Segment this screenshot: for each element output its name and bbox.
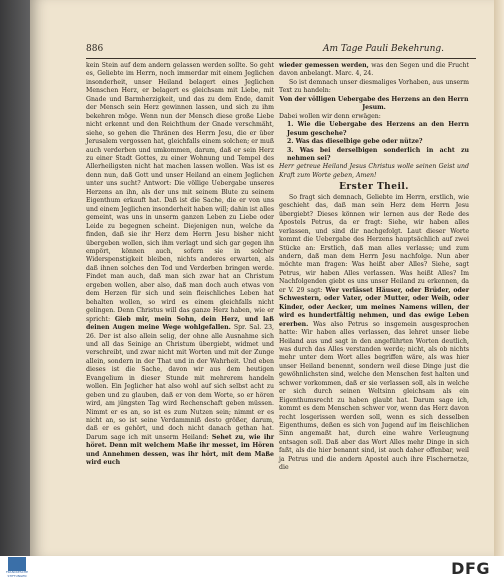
right-text-1: So fragt sich demnach, Geliebte im Herrn, erstlich, wie geschieht das, daß man sein Herz dem Herrn Jesu übergiebt? Dieses können wir lernen aus der Rede des Apostels Petrus, da er fragt: Siehe, wir haben alles verlassen, und sind dir nachgefolgt. Laut dieser Worte kommt die Uebergabe des Herzens hauptsächlich auf zwei Stücke an: Erstlich, daß man alles verlasse; und zum andern, daß man dem Herrn Jesu nachfolge. Nun aber möchte man fragen: Was heißt aber Alles? Siehe, sagt Petrus, wir haben Alles verlassen. Was heißt Alles? Im Nachfolgenden giebt es uns unser Heiland zu erkennen, da er V. 29 sagt: [279, 193, 469, 294]
left-paragraph [86, 62, 274, 468]
page-edge [494, 0, 504, 556]
logo-mark [8, 557, 26, 571]
left-column [86, 62, 274, 468]
prayer: Herr getreue Heiland Jesus Christus wolle seinen Geist und Kraft zum Worte geben, Amen! [279, 163, 469, 179]
scripture-ref: Spr. Sal. 23, 26. [86, 324, 275, 340]
dfg-logo: DFG [451, 559, 490, 578]
right-column [279, 62, 469, 473]
point-item: 2. Was das dieselbige gebe oder nütze? [287, 138, 423, 146]
scripture-quote: Wer verlässet Häuser, oder Brüder, oder Schwestern, oder Vater, oder Mutter, oder Weib, oder Kinder, oder Aecker, um meines Namens willen, der wird es hundertfältig nehmen, und das ewige Leben ererben. [279, 286, 469, 328]
scripture-quote: Sehet zu, wie ihr höret. Denn mit welchem Maße ihr messet, im Hören und Annehmen dessen, was ihr hört, mit dem Maße wird euch [86, 433, 274, 467]
franckesche-stiftungen-logo [4, 556, 30, 582]
left-text-2: Der ist also allein selig, der ohne alle Ausnahme sich und all das Seinige an Christum übergiebt, widmet und verschreibt, und zwar nicht mit Worten und mit der Zunge allein, sondern in der That und in der Wahrheit. Und eben dieses ist die Sache, davon wir aus dem heutigen Evangelium in dieser Stunde mit mehrerem handeln wollen. Ein Jeglicher hat also wohl auf sich selbst acht zu geben und zu glauben, daß er von dem Worte, so er hören wird, am jüngsten Tag wird Rechenschaft geben müssen. Nimmt er es an, so ist es zum Nutzen sein; nimmt er es nicht an, so ist seine Verdammniß desto größer, darum, daß er es gehört, und doch nicht danach gethan hat. Darum sage ich mit unserm Heiland: [86, 332, 275, 441]
page-number: 886 [86, 44, 104, 54]
right-text-2: Was also Petrus so insgemein ausgesprochen hatte: Wir haben alles verlassen, das lehret unser liebe Heiland aus und sagt in den angeführten Worten deutlich, was durch das Alles verstanden werde; nicht, als ob nichts mehr unter dem Wort alles begriffen wäre, als was hier unser Heiland benennt, sondern weil diese Dinge just die gewöhnlichsten sind, welche den Menschen fest halten und schwer vorkommen, daß er sie verlassen soll, als in welche er sich durch seinen Weltsinn gleichsam als ein Eigenthumsrecht zu haben glaubt hat. Darum sage ich, kommt es dem Menschen schwer vor, wenn das Herz davon recht losgerissen werden soll, wenn es sich desselben Eigenthums, deßen es sich von Jugend auf im fleischlichen Sinn angemaßt hat, durch eine wahre Verleugnung entsagen soll. Daß aber das Wort Alles mehr Dinge in sich faßt, als die hier benannt sind, ist auch daher offenbar, weil ja Petrus und die andern Apostel auch ihre Fischernetze, die [279, 320, 469, 472]
header-rule [86, 58, 476, 59]
theme-lead: Dabei wollen wir denn erwägen: [279, 112, 381, 120]
running-header [86, 44, 492, 58]
logo-caption: FRANCKESCHE STIFTUNGEN [5, 570, 29, 578]
right-intro [279, 62, 469, 79]
intro-bold: wieder gemessen werden, [279, 62, 369, 69]
left-text-1: kein Stein auf dem andern gelassen werden sollte. So geht es, Geliebte im Herrn, noch immerdar mit einem Jeglichen insonderheit, unser Heiland belagert eines Jeglichen Menschen Herz, er belagert es gleichsam mit Liebe, mit Gnade und Barmherzigkeit, und das zu dem Ende, damit der Mensch sein Herz gewinnen lassen, und sich zu ihm bekehren möge. Wenn nun der Mensch diese große Liebe nicht erkennt und den Reichthum der Gnade verschmäht, siehe, so gehen die Thränen des Herrn Jesu, die er über Jerusalem vergossen hat, gleichfalls einem solchen; er muß auch verderben und umkommen, darum, daß er sein Herz zu einer Stadt Gottes, zu einer Wohnung und Tempel des Allerheiligsten nicht hat machen lassen wollen. Was ist es denn nun, daß Gott und unser Heiland an einem Jeglichen unter uns sucht? Antwort: Die völlige Uebergabe unseres Herzens an ihn, als der uns mit seinem Blute zu seinem Eigenthum erkauft hat. Daß ist die Sache, die er von uns und einem Jeglichen insonderheit haben will; dahin ist alles gemeint, was uns in unserm ganzen Leben zu Liebe oder Leide zu begegnen scheint. Diejenigen nun, welche da finden, daß sie ihr Herz dem Herrn Jesu bisher nicht übergeben wollen, sich ihm verlagt und sich gar gegen ihn empört, können auch, sofern sie in solcher Widerspenstigkeit bleiben, nichts anderes erwarten, als daß ihnen solches den Tod und Verderben bringen werde. Findet man auch, daß man sich zwar hat an Christum ergeben wollen, aber also, daß man doch auch etwas von dem Herzen für sich und sein fleischliches Leben hat behalten wollen, so wird es einem gleichfalls nicht gelingen. Denn Christus will das ganze Herz haben, wie er spricht: [86, 62, 274, 323]
point-item: 3. Was bei derselbigen sonderlich in acht zu nehmen sei? [287, 146, 469, 162]
sermon-points [279, 121, 469, 163]
scripture-quote: Gieb mir, mein Sohn, dein Herz, und laß deinen Augen meine Wege wohlgefallen. [86, 315, 275, 332]
running-title: Am Tage Pauli Bekehrung. [323, 44, 444, 54]
intro-rest: was den Segen und die Frucht davon anbelangt. Marc. 4, 24. [279, 62, 469, 78]
viewer-footer [0, 556, 504, 584]
point-item: 1. Wie die Uebergabe des Herzens an den Herrn Jesum geschehe? [287, 121, 469, 137]
sermon-theme: Von der völligen Uebergabe des Herzens an den Herrn Jesum. [279, 95, 469, 112]
intro-2: So ist demnach unser diesmaliges Vorhaben, aus unserm Text zu handeln: [279, 78, 469, 95]
right-paragraph [279, 194, 469, 473]
section-title: Erster Theil. [339, 182, 409, 193]
